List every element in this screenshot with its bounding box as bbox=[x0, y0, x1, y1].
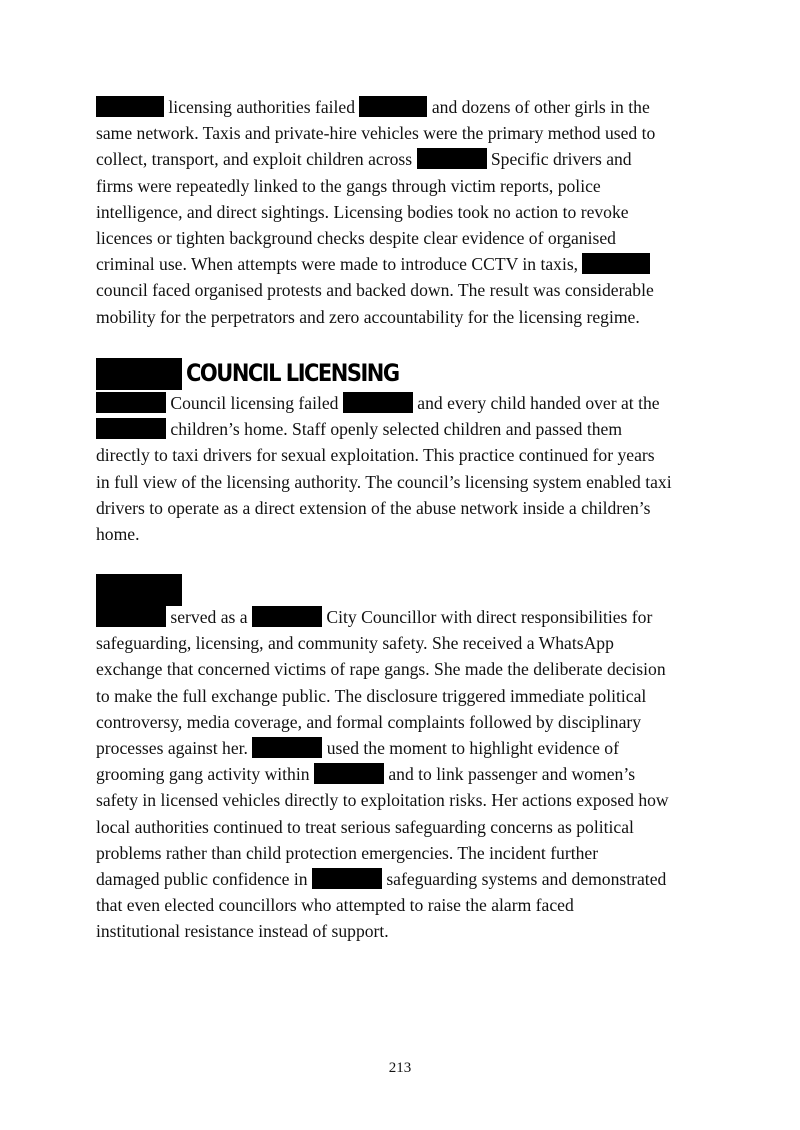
text-segment: that even elected councillors who attempted to raise the alarm faced bbox=[96, 895, 574, 916]
text-line bbox=[96, 469, 696, 495]
text-segment: mobility for the perpetrators and zero accountability for the licensing regime. bbox=[96, 306, 640, 327]
heading-text: COUNCIL LICENSING bbox=[186, 359, 399, 387]
text-line bbox=[96, 735, 696, 761]
text-line bbox=[96, 416, 696, 442]
text-segment: drivers to operate as a direct extension of the abuse network inside a children’s bbox=[96, 497, 651, 518]
text-line bbox=[96, 683, 696, 709]
text-line bbox=[96, 709, 696, 735]
text-segment: firms were repeatedly linked to the gangs through victim reports, police bbox=[96, 175, 601, 196]
text-segment: licences or tighten background checks despite clear evidence of organised bbox=[96, 227, 616, 248]
redaction-block bbox=[417, 148, 487, 169]
text-line bbox=[96, 656, 696, 682]
text-segment: exchange that concerned victims of rape gangs. She made the deliberate decision bbox=[96, 659, 666, 680]
text-segment: directly to taxi drivers for sexual exploitation. This practice continued for years bbox=[96, 445, 655, 466]
redaction-block bbox=[312, 868, 382, 889]
text-line bbox=[96, 604, 696, 630]
text-segment: licensing authorities failed bbox=[164, 97, 360, 117]
text-line bbox=[96, 277, 696, 303]
text-segment: intelligence, and direct sightings. Licensing bodies took no action to revoke bbox=[96, 201, 629, 222]
paragraph-taxi-licensing bbox=[96, 94, 696, 330]
text-line bbox=[96, 304, 696, 330]
text-segment: controversy, media coverage, and formal complaints followed by disciplinary bbox=[96, 711, 642, 732]
text-line bbox=[96, 787, 696, 813]
text-segment: City Councillor with direct responsibilities for bbox=[321, 607, 653, 627]
text-line bbox=[96, 225, 696, 251]
text-line bbox=[96, 120, 696, 146]
text-segment: damaged public confidence in bbox=[96, 868, 312, 889]
text-segment: Specific drivers and bbox=[486, 149, 632, 170]
text-line bbox=[96, 892, 696, 918]
text-line bbox=[96, 94, 696, 120]
text-line bbox=[96, 173, 696, 199]
text-line bbox=[96, 630, 696, 656]
text-segment: and dozens of other girls in the bbox=[427, 97, 650, 117]
text-line bbox=[96, 918, 696, 944]
text-segment: council faced organised protests and backed down. The result was considerable bbox=[96, 280, 654, 301]
text-segment: grooming gang activity within bbox=[96, 764, 314, 785]
redaction-block bbox=[252, 737, 322, 758]
text-segment: problems rather than child protection emergencies. The incident further bbox=[96, 842, 599, 863]
text-line bbox=[96, 390, 696, 416]
redaction-block bbox=[252, 606, 322, 627]
text-line bbox=[96, 199, 696, 225]
redaction-block bbox=[96, 392, 166, 413]
redacted-name-heading bbox=[96, 574, 182, 606]
text-line bbox=[96, 146, 696, 172]
text-segment: safeguarding, licensing, and community safety. She received a WhatsApp bbox=[96, 633, 614, 654]
redaction-block bbox=[343, 392, 413, 413]
text-segment: collect, transport, and exploit children across bbox=[96, 149, 417, 170]
text-segment: served as a bbox=[166, 607, 252, 627]
text-segment: same network. Taxis and private-hire vehicles were the primary method used to bbox=[96, 123, 656, 144]
text-line bbox=[96, 866, 696, 892]
text-segment: and every child handed over at the bbox=[412, 393, 660, 413]
section-heading bbox=[96, 356, 399, 390]
text-segment: in full view of the licensing authority. The council’s licensing system enabled taxi bbox=[96, 471, 672, 492]
text-line bbox=[96, 495, 696, 521]
text-segment: used the moment to highlight evidence of bbox=[322, 737, 619, 758]
text-segment: to make the full exchange public. The disclosure triggered immediate political bbox=[96, 685, 647, 706]
text-segment: safeguarding systems and demonstrated bbox=[381, 868, 667, 889]
paragraph-council-licensing bbox=[96, 390, 696, 547]
redaction-block bbox=[96, 96, 164, 117]
paragraph-councillor bbox=[96, 604, 696, 944]
text-segment: institutional resistance instead of support. bbox=[96, 921, 389, 942]
text-segment: children’s home. Staff openly selected children and passed them bbox=[166, 419, 623, 440]
text-segment: local authorities continued to treat serious safeguarding concerns as political bbox=[96, 816, 634, 837]
text-line bbox=[96, 840, 696, 866]
redaction-block bbox=[314, 763, 384, 784]
text-segment: Council licensing failed bbox=[166, 393, 343, 413]
text-segment: safety in licensed vehicles directly to exploitation risks. Her actions exposed how bbox=[96, 790, 669, 811]
redaction-block bbox=[96, 358, 182, 390]
page-number: 213 bbox=[388, 1060, 412, 1076]
text-segment: and to link passenger and women’s bbox=[383, 764, 636, 785]
text-segment: processes against her. bbox=[96, 737, 253, 758]
redaction-block bbox=[359, 96, 427, 117]
text-line bbox=[96, 251, 696, 277]
text-line bbox=[96, 442, 696, 468]
redaction-block bbox=[582, 253, 650, 274]
redaction-block bbox=[96, 418, 166, 439]
text-segment: criminal use. When attempts were made to introduce CCTV in taxis, bbox=[96, 254, 583, 275]
text-line bbox=[96, 521, 696, 547]
text-line bbox=[96, 814, 696, 840]
text-line bbox=[96, 761, 696, 787]
redaction-block bbox=[96, 606, 166, 627]
text-segment: home. bbox=[96, 523, 140, 544]
